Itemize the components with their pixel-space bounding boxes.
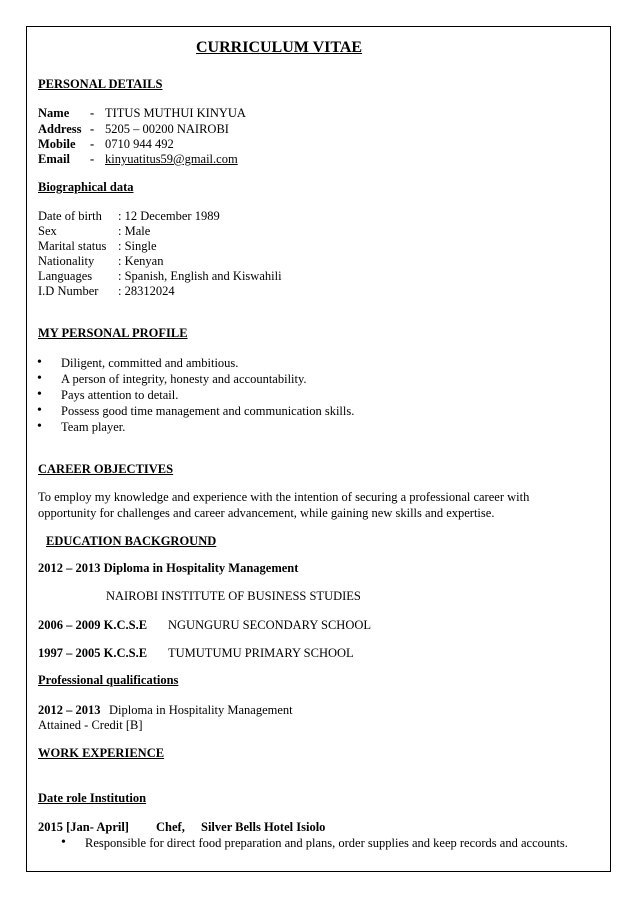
email-label: Email: [38, 152, 70, 166]
bio-label: Sex: [38, 224, 57, 238]
job-employer: Silver Bells Hotel Isiolo: [201, 820, 326, 834]
education-entry-title: 2012 – 2013 Diploma in Hospitality Management: [38, 561, 299, 575]
education-years: 1997 – 2005 K.C.S.E: [38, 646, 148, 660]
list-item: • Responsible for direct food preparation and plans, order supplies and keep records and accounts.: [60, 835, 568, 851]
duties-list: [60, 835, 568, 851]
biographical-heading: Biographical data: [38, 180, 134, 194]
personal-profile-heading: MY PERSONAL PROFILE: [38, 326, 188, 340]
email-dash: -: [90, 152, 95, 166]
bio-value: : 28312024: [118, 284, 175, 298]
name-dash: -: [90, 106, 95, 120]
address-label: Address: [38, 122, 82, 136]
list-item: • A person of integrity, honesty and accountability.: [36, 371, 354, 387]
bio-label: Nationality: [38, 254, 95, 268]
bio-value: : Male: [118, 224, 151, 238]
list-item: • Team player.: [36, 419, 354, 435]
qualification-years: 2012 – 2013: [38, 703, 101, 717]
bio-value: : Spanish, English and Kiswahili: [118, 269, 282, 283]
education-years: 2006 – 2009 K.C.S.E: [38, 618, 148, 632]
qualification-grade: Attained - Credit [B]: [38, 718, 143, 732]
job-role: Chef,: [156, 820, 185, 834]
email-link[interactable]: kinyuatitus59@gmail.com: [105, 152, 238, 166]
mobile-label: Mobile: [38, 137, 76, 151]
job-dates: 2015 [Jan- April]: [38, 820, 129, 834]
work-subheading: Date role Institution: [38, 791, 147, 805]
mobile-dash: -: [90, 137, 95, 151]
name-label: Name: [38, 106, 70, 120]
address-value: 5205 – 00200 NAIROBI: [105, 122, 229, 136]
career-objectives-heading: CAREER OBJECTIVES: [38, 462, 174, 476]
personal-details-heading: PERSONAL DETAILS: [38, 77, 163, 91]
list-item: • Diligent, committed and ambitious.: [36, 355, 354, 371]
bio-label: Date of birth: [38, 209, 102, 223]
education-school: TUMUTUMU PRIMARY SCHOOL: [168, 646, 354, 660]
address-dash: -: [90, 122, 95, 136]
qualification-course: Diploma in Hospitality Management: [109, 703, 293, 717]
bio-value: : Single: [118, 239, 157, 253]
education-school: NGUNGURU SECONDARY SCHOOL: [168, 618, 372, 632]
bio-value: : 12 December 1989: [118, 209, 220, 223]
profile-list: [36, 355, 354, 435]
objectives-line: opportunity for challenges and career advancement, while gaining new skills and expertise.: [38, 506, 495, 520]
bio-label: I.D Number: [38, 284, 99, 298]
objectives-line: To employ my knowledge and experience with the intention of securing a professional career with: [38, 490, 530, 504]
bio-value: : Kenyan: [118, 254, 164, 268]
mobile-value: 0710 944 492: [105, 137, 174, 151]
professional-heading: Professional qualifications: [38, 673, 179, 687]
list-item: • Possess good time management and communication skills.: [36, 403, 354, 419]
bio-label: Marital status: [38, 239, 107, 253]
education-heading: EDUCATION BACKGROUND: [46, 534, 217, 548]
bio-label: Languages: [38, 269, 93, 283]
work-experience-heading: WORK EXPERIENCE: [38, 746, 165, 760]
document-title: CURRICULUM VITAE: [196, 39, 363, 56]
name-value: TITUS MUTHUI KINYUA: [105, 106, 246, 120]
education-school: NAIROBI INSTITUTE OF BUSINESS STUDIES: [106, 589, 361, 603]
list-item: • Pays attention to detail.: [36, 387, 354, 403]
